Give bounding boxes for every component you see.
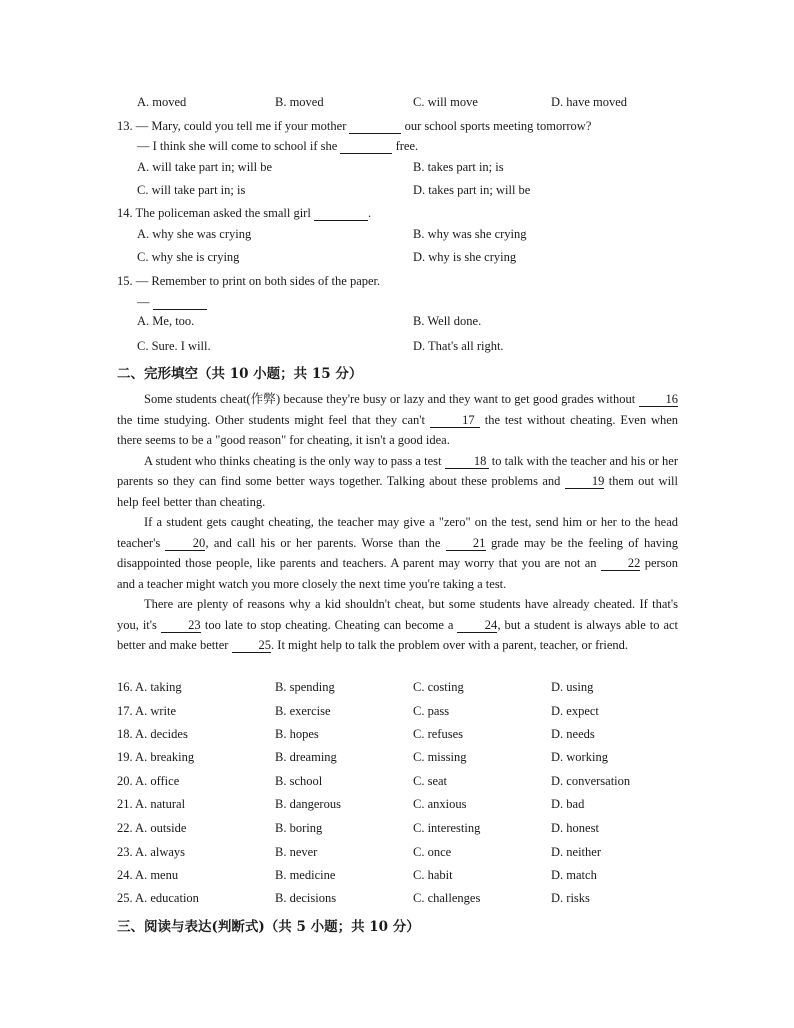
section2-heading: 二、完形填空（共 10 小题；共 15 分） — [117, 366, 363, 382]
q14-option-a: A. why she was crying — [137, 227, 252, 241]
option-19-c: C. missing — [413, 750, 467, 764]
option-21-b: B. dangerous — [275, 797, 341, 811]
option-18-b: B. hopes — [275, 727, 319, 741]
q13-line2 — [137, 138, 418, 154]
option-16-b: B. spending — [275, 680, 335, 694]
option-18-c: C. refuses — [413, 727, 463, 741]
blank-25: 25 — [232, 639, 272, 653]
q13-line2-pre: — I think she will come to school if she — [137, 139, 338, 153]
option-row-24: 24. A. menu — [117, 868, 179, 882]
option-21-d: D. bad — [551, 797, 585, 811]
q15-option-d: D. That's all right. — [413, 339, 504, 353]
option-23-b: B. never — [275, 845, 318, 859]
option-20-b: B. school — [275, 774, 323, 788]
q15-blank — [153, 296, 207, 310]
q13-blank-1 — [349, 120, 401, 134]
q12-option-b: B. moved — [275, 95, 324, 109]
q15-option-a: A. Me, too. — [137, 314, 195, 328]
passage-paragraph-1 — [117, 389, 678, 451]
option-17-d: D. expect — [551, 704, 599, 718]
passage-paragraph-3 — [117, 512, 678, 594]
q13-stem — [117, 118, 591, 134]
q14-option-c: C. why she is crying — [137, 250, 240, 264]
section3-heading: 三、阅读与表达(判断式)（共 5 小题；共 10 分） — [117, 919, 420, 935]
option-19-d: D. working — [551, 750, 608, 764]
q15-stem: 15. — Remember to print on both sides of the paper. — [117, 274, 381, 288]
blank-18: 18 — [445, 455, 489, 469]
q13-option-b: B. takes part in; is — [413, 160, 504, 174]
q13-blank-2 — [340, 140, 392, 154]
p3-text-c: grade may be the feeling of having disappointed those people, like parents and teachers. A parent may worry that you are not an — [117, 535, 678, 570]
q12-option-d: D. have moved — [551, 95, 628, 109]
option-row-22: 22. A. outside — [117, 821, 187, 835]
option-16-d: D. using — [551, 680, 594, 694]
blank-19: 19 — [565, 475, 605, 489]
p4-text-c: , but a student is always able to act better and make better — [117, 617, 679, 652]
p3-text-a: If a student gets caught cheating, the teacher may give a "zero" on the test, send him or her to the head teacher's — [117, 515, 678, 550]
passage-paragraph-4 — [117, 594, 678, 656]
option-24-c: C. habit — [413, 868, 453, 882]
q15-dash: — — [137, 295, 150, 309]
q13-option-d: D. takes part in; will be — [413, 183, 531, 197]
p2-text-c: them out will help feel better than cheating. — [117, 474, 679, 509]
p4-text-b: too late to stop cheating. Cheating can become a — [204, 617, 454, 632]
option-19-b: B. dreaming — [275, 750, 337, 764]
p1-text-b: the time studying. Other students might feel that they can't — [117, 412, 425, 427]
p3-text-d: person and a teacher might watch you more closely the next time you're taking a test. — [117, 556, 679, 591]
option-row-18: 18. A. decides — [117, 727, 188, 741]
option-17-b: B. exercise — [275, 704, 331, 718]
p4-text-a: There are plenty of reasons why a kid shouldn't cheat, but some students have already cheated. If that's you, it's — [117, 597, 678, 632]
p3-text-b: , and call his or her parents. Worse than the — [205, 535, 441, 550]
option-18-d: D. needs — [551, 727, 595, 741]
blank-16: 16 — [639, 393, 679, 407]
option-row-23: 23. A. always — [117, 845, 186, 859]
option-row-20: 20. A. office — [117, 774, 180, 788]
q13-option-a: A. will take part in; will be — [137, 160, 273, 174]
option-25-d: D. risks — [551, 891, 590, 905]
q13-option-c: C. will take part in; is — [137, 183, 246, 197]
p2-text-a: A student who thinks cheating is the only way to pass a test — [144, 453, 442, 468]
q15-option-b: B. Well done. — [413, 314, 482, 328]
option-20-c: C. seat — [413, 774, 448, 788]
p1-text-a: Some students cheat(作弊) because they're busy or lazy and they want to get good grades without — [144, 392, 636, 406]
p2-text-b: to talk with the teacher and his or her parents so they can find some better ways together. Talking about these problems and — [117, 453, 679, 488]
p4-text-d: . It might help to talk the problem over with a parent, teacher, or friend. — [271, 638, 629, 652]
q14-stem-text: 14. The policeman asked the small girl — [117, 206, 311, 220]
blank-23: 23 — [161, 619, 201, 633]
p1-text-c: the test without cheating. Even when there seems to be a "good reason" for cheating, it isn't a good idea. — [117, 412, 679, 447]
q14-blank — [314, 207, 368, 221]
q15-reply-line — [137, 294, 207, 310]
blank-17: 17 — [430, 414, 480, 428]
option-21-c: C. anxious — [413, 797, 467, 811]
q13-line2-post: free. — [395, 139, 419, 153]
blank-20: 20 — [165, 537, 205, 551]
option-17-c: C. pass — [413, 704, 450, 718]
q14-option-d: D. why is she crying — [413, 250, 517, 264]
cloze-passage — [117, 389, 678, 656]
option-22-c: C. interesting — [413, 821, 481, 835]
q13-stem-post: our school sports meeting tomorrow? — [404, 119, 592, 133]
passage-paragraph-2 — [117, 451, 678, 513]
option-22-b: B. boring — [275, 821, 323, 835]
option-row-17: 17. A. write — [117, 704, 177, 718]
q13-stem-pre: 13. — Mary, could you tell me if your mother — [117, 119, 347, 133]
q12-option-a: A. moved — [137, 95, 187, 109]
option-row-16: 16. A. taking — [117, 680, 182, 694]
option-25-b: B. decisions — [275, 891, 337, 905]
option-row-19: 19. A. breaking — [117, 750, 195, 764]
blank-21: 21 — [446, 537, 486, 551]
option-24-d: D. match — [551, 868, 597, 882]
option-23-c: C. once — [413, 845, 452, 859]
blank-24: 24 — [457, 619, 497, 633]
option-23-d: D. neither — [551, 845, 601, 859]
option-25-c: C. challenges — [413, 891, 481, 905]
blank-22: 22 — [601, 557, 641, 571]
q12-option-c: C. will move — [413, 95, 478, 109]
q14-option-b: B. why was she crying — [413, 227, 527, 241]
q14-stem: 14. The policeman asked the small girl . — [117, 206, 372, 220]
option-row-21: 21. A. natural — [117, 797, 186, 811]
q15-option-c: C. Sure. I will. — [137, 339, 211, 353]
option-22-d: D. honest — [551, 821, 599, 835]
option-16-c: C. costing — [413, 680, 464, 694]
option-24-b: B. medicine — [275, 868, 336, 882]
option-row-25: 25. A. education — [117, 891, 199, 905]
option-20-d: D. conversation — [551, 774, 631, 788]
